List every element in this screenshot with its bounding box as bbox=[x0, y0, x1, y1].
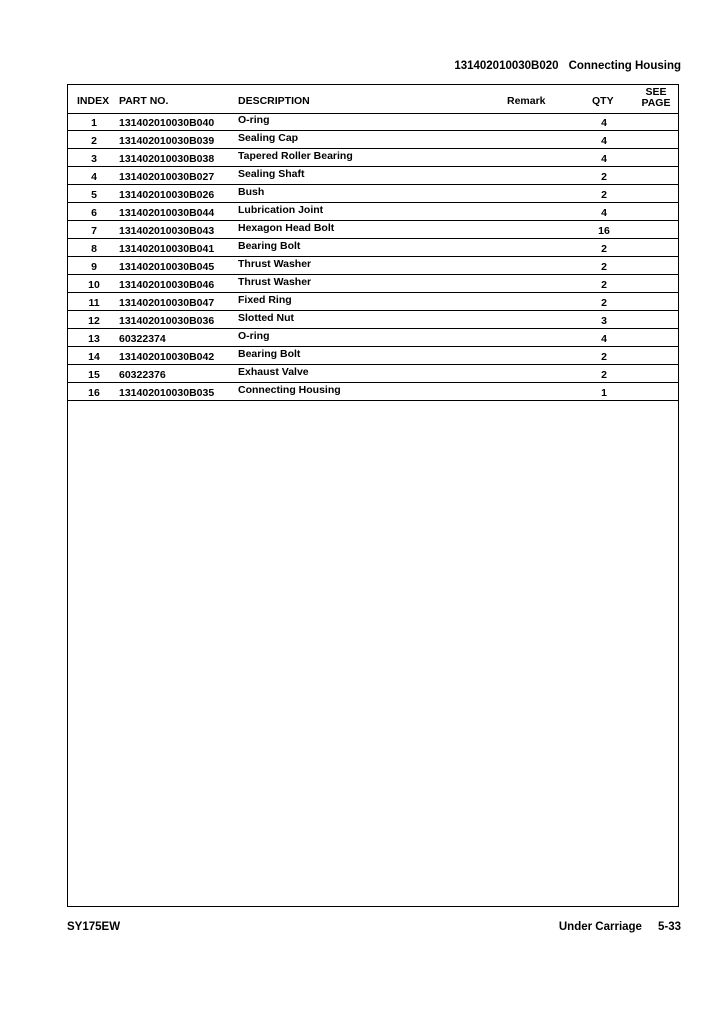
cell-qty: 3 bbox=[601, 315, 607, 327]
cell-index: 12 bbox=[88, 315, 100, 327]
cell-index: 2 bbox=[91, 135, 97, 147]
cell-part-no: 60322376 bbox=[119, 369, 166, 381]
cell-qty: 4 bbox=[601, 117, 607, 129]
cell-index: 13 bbox=[88, 333, 100, 345]
cell-qty: 16 bbox=[598, 225, 610, 237]
cell-description: Sealing Shaft bbox=[238, 168, 305, 180]
footer-model: SY175EW bbox=[67, 921, 121, 933]
cell-index: 6 bbox=[91, 207, 97, 219]
parts-table bbox=[67, 84, 679, 907]
cell-part-no: 131402010030B042 bbox=[119, 351, 215, 363]
cell-description: Tapered Roller Bearing bbox=[238, 150, 353, 162]
cell-qty: 2 bbox=[601, 171, 607, 183]
table-row bbox=[68, 329, 678, 347]
table-row bbox=[68, 149, 678, 167]
cell-description: O-ring bbox=[238, 330, 270, 342]
cell-qty: 4 bbox=[601, 135, 607, 147]
table-row bbox=[68, 203, 678, 221]
cell-part-no: 131402010030B027 bbox=[119, 171, 215, 183]
cell-part-no: 131402010030B040 bbox=[119, 117, 215, 129]
cell-description: Bush bbox=[238, 186, 265, 198]
cell-part-no: 131402010030B047 bbox=[119, 297, 215, 309]
cell-index: 1 bbox=[91, 117, 97, 129]
cell-qty: 2 bbox=[601, 351, 607, 363]
cell-description: Sealing Cap bbox=[238, 132, 299, 144]
cell-description: Bearing Bolt bbox=[238, 240, 301, 252]
cell-part-no: 131402010030B039 bbox=[119, 135, 215, 147]
table-row bbox=[68, 383, 678, 401]
cell-part-no: 131402010030B044 bbox=[119, 207, 215, 219]
cell-part-no: 131402010030B035 bbox=[119, 387, 215, 399]
cell-index: 9 bbox=[91, 261, 97, 273]
cell-index: 7 bbox=[91, 225, 97, 237]
cell-part-no: 131402010030B043 bbox=[119, 225, 215, 237]
table-row bbox=[68, 185, 678, 203]
see-page-line-1: SEE bbox=[645, 86, 667, 98]
cell-description: Fixed Ring bbox=[238, 294, 292, 306]
cell-part-no: 131402010030B026 bbox=[119, 189, 215, 201]
cell-index: 4 bbox=[91, 171, 97, 183]
cell-qty: 2 bbox=[601, 243, 607, 255]
table-row bbox=[68, 293, 678, 311]
table-row bbox=[68, 221, 678, 239]
cell-part-no: 131402010030B045 bbox=[119, 261, 215, 273]
page-number: 5-33 bbox=[657, 921, 681, 933]
table-row bbox=[68, 275, 678, 293]
cell-part-no: 131402010030B046 bbox=[119, 279, 215, 291]
cell-index: 3 bbox=[91, 153, 97, 165]
see-page-line-2: PAGE bbox=[641, 97, 671, 109]
assembly-code: 131402010030B020 bbox=[454, 60, 559, 72]
page-footer bbox=[559, 921, 681, 933]
column-header-index: INDEX bbox=[77, 95, 110, 107]
table-row bbox=[68, 311, 678, 329]
cell-part-no: 131402010030B038 bbox=[119, 153, 215, 165]
cell-description: Slotted Nut bbox=[238, 312, 294, 324]
table-row bbox=[68, 257, 678, 275]
table-row bbox=[68, 347, 678, 365]
cell-index: 8 bbox=[91, 243, 97, 255]
cell-qty: 2 bbox=[601, 369, 607, 381]
column-header-qty: QTY bbox=[592, 95, 614, 107]
table-row bbox=[68, 131, 678, 149]
column-header-see-page bbox=[634, 87, 678, 109]
cell-description: Hexagon Head Bolt bbox=[238, 222, 335, 234]
cell-index: 14 bbox=[88, 351, 100, 363]
cell-description: Thrust Washer bbox=[238, 258, 312, 270]
table-row bbox=[68, 239, 678, 257]
cell-qty: 2 bbox=[601, 279, 607, 291]
cell-part-no: 131402010030B041 bbox=[119, 243, 215, 255]
cell-part-no: 60322374 bbox=[119, 333, 166, 345]
cell-index: 16 bbox=[88, 387, 100, 399]
column-header-description: DESCRIPTION bbox=[238, 95, 310, 107]
page-header bbox=[454, 60, 681, 72]
cell-description: O-ring bbox=[238, 114, 270, 126]
table-row bbox=[68, 365, 678, 383]
cell-qty: 4 bbox=[601, 153, 607, 165]
table-body bbox=[68, 113, 678, 401]
cell-index: 11 bbox=[88, 297, 100, 309]
table-row bbox=[68, 167, 678, 185]
assembly-title: Connecting Housing bbox=[568, 60, 681, 72]
column-header-part-no: PART NO. bbox=[119, 95, 169, 107]
cell-qty: 4 bbox=[601, 333, 607, 345]
cell-qty: 4 bbox=[601, 207, 607, 219]
cell-qty: 1 bbox=[601, 387, 607, 399]
cell-description: Connecting Housing bbox=[238, 384, 341, 396]
column-header-remark: Remark bbox=[507, 95, 546, 107]
cell-index: 10 bbox=[88, 279, 100, 291]
cell-qty: 2 bbox=[601, 189, 607, 201]
cell-description: Lubrication Joint bbox=[238, 204, 324, 216]
cell-description: Exhaust Valve bbox=[238, 366, 309, 378]
cell-index: 15 bbox=[88, 369, 100, 381]
cell-qty: 2 bbox=[601, 297, 607, 309]
footer-section: Under Carriage bbox=[558, 921, 642, 933]
cell-part-no: 131402010030B036 bbox=[119, 315, 215, 327]
cell-qty: 2 bbox=[601, 261, 607, 273]
cell-description: Thrust Washer bbox=[238, 276, 312, 288]
table-row bbox=[68, 113, 678, 131]
cell-index: 5 bbox=[91, 189, 97, 201]
table-header bbox=[68, 85, 678, 114]
cell-description: Bearing Bolt bbox=[238, 348, 301, 360]
